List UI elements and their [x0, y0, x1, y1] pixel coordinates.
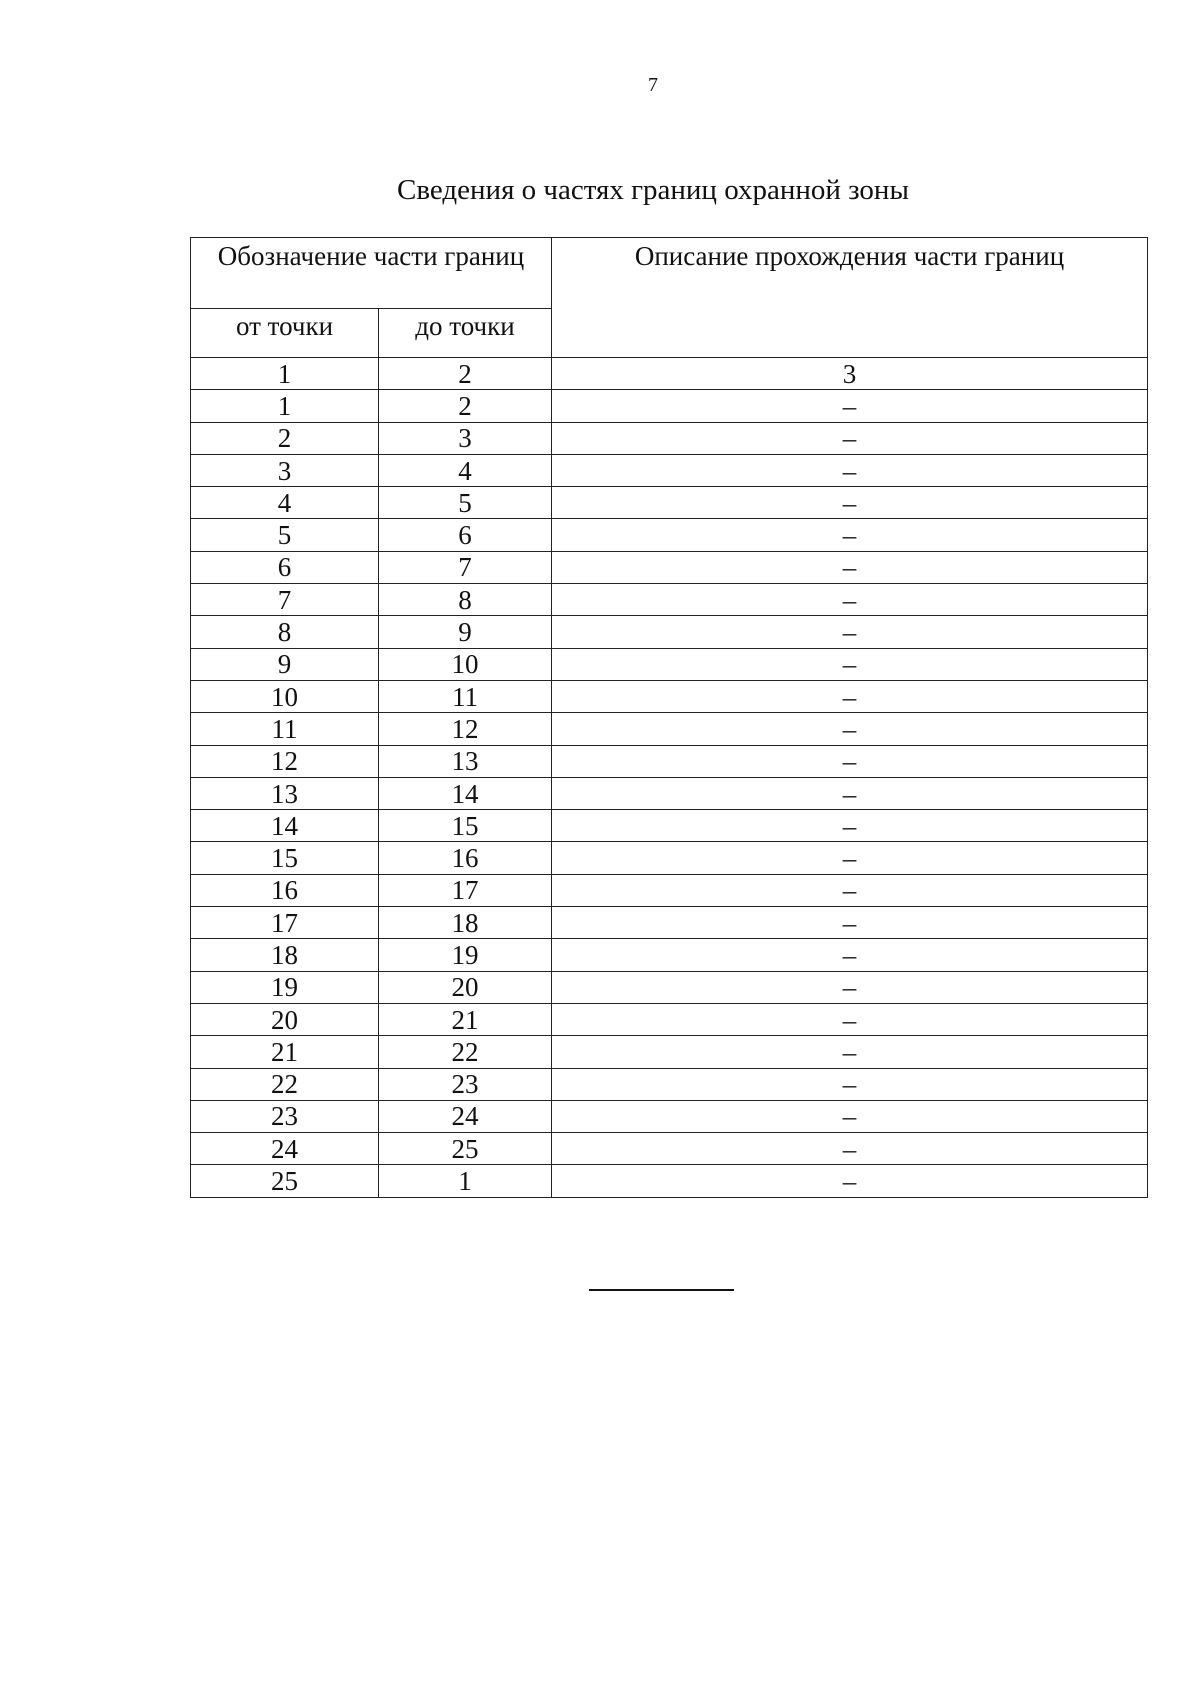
description-cell: –	[552, 648, 1148, 680]
from-point-cell: 3	[191, 454, 379, 486]
table-row	[191, 1036, 1148, 1068]
header-boundary-part-designation: Обозначение части границ	[191, 238, 552, 309]
description-cell: –	[552, 551, 1148, 583]
from-point-cell: 19	[191, 971, 379, 1003]
end-of-document-rule	[589, 1289, 734, 1291]
from-point-cell: 4	[191, 487, 379, 519]
from-point-cell: 23	[191, 1100, 379, 1132]
from-point-cell: 14	[191, 810, 379, 842]
table-row	[191, 454, 1148, 486]
table-row	[191, 810, 1148, 842]
to-point-cell: 21	[379, 1003, 552, 1035]
from-point-cell: 6	[191, 551, 379, 583]
from-point-cell: 20	[191, 1003, 379, 1035]
to-point-cell: 13	[379, 745, 552, 777]
from-point-cell: 21	[191, 1036, 379, 1068]
table-row	[191, 842, 1148, 874]
table-body	[191, 358, 1148, 1198]
to-point-cell: 1	[379, 1165, 552, 1197]
to-point-cell: 19	[379, 939, 552, 971]
table-row	[191, 551, 1148, 583]
from-point-cell: 9	[191, 648, 379, 680]
column-number-2: 2	[379, 358, 552, 390]
to-point-cell: 18	[379, 907, 552, 939]
column-number-row	[191, 358, 1148, 390]
table-row	[191, 616, 1148, 648]
table-header	[191, 238, 1148, 358]
description-cell: –	[552, 422, 1148, 454]
description-cell: –	[552, 874, 1148, 906]
table-row	[191, 1165, 1148, 1197]
table-row	[191, 939, 1148, 971]
to-point-cell: 7	[379, 551, 552, 583]
header-boundary-part-description: Описание прохождения части границ	[552, 238, 1148, 358]
from-point-cell: 24	[191, 1133, 379, 1165]
from-point-cell: 8	[191, 616, 379, 648]
table-row	[191, 1068, 1148, 1100]
from-point-cell: 12	[191, 745, 379, 777]
description-cell: –	[552, 1100, 1148, 1132]
from-point-cell: 5	[191, 519, 379, 551]
table-row	[191, 874, 1148, 906]
description-cell: –	[552, 1068, 1148, 1100]
table-row	[191, 777, 1148, 809]
table-row	[191, 487, 1148, 519]
description-cell: –	[552, 1165, 1148, 1197]
description-cell: –	[552, 1003, 1148, 1035]
to-point-cell: 15	[379, 810, 552, 842]
to-point-cell: 3	[379, 422, 552, 454]
to-point-cell: 17	[379, 874, 552, 906]
table-row	[191, 422, 1148, 454]
description-cell: –	[552, 519, 1148, 551]
to-point-cell: 22	[379, 1036, 552, 1068]
from-point-cell: 17	[191, 907, 379, 939]
description-cell: –	[552, 680, 1148, 712]
to-point-cell: 5	[379, 487, 552, 519]
column-number-3: 3	[552, 358, 1148, 390]
from-point-cell: 13	[191, 777, 379, 809]
description-cell: –	[552, 454, 1148, 486]
to-point-cell: 9	[379, 616, 552, 648]
description-cell: –	[552, 971, 1148, 1003]
to-point-cell: 25	[379, 1133, 552, 1165]
table-row	[191, 1133, 1148, 1165]
description-cell: –	[552, 616, 1148, 648]
to-point-cell: 2	[379, 390, 552, 422]
description-cell: –	[552, 842, 1148, 874]
to-point-cell: 16	[379, 842, 552, 874]
to-point-cell: 24	[379, 1100, 552, 1132]
from-point-cell: 16	[191, 874, 379, 906]
to-point-cell: 8	[379, 584, 552, 616]
header-from-point: от точки	[191, 309, 379, 358]
from-point-cell: 15	[191, 842, 379, 874]
description-cell: –	[552, 1036, 1148, 1068]
table-row	[191, 1100, 1148, 1132]
table-row	[191, 745, 1148, 777]
to-point-cell: 6	[379, 519, 552, 551]
description-cell: –	[552, 390, 1148, 422]
from-point-cell: 11	[191, 713, 379, 745]
table-row	[191, 584, 1148, 616]
to-point-cell: 23	[379, 1068, 552, 1100]
description-cell: –	[552, 907, 1148, 939]
to-point-cell: 14	[379, 777, 552, 809]
to-point-cell: 10	[379, 648, 552, 680]
header-to-point: до точки	[379, 309, 552, 358]
description-cell: –	[552, 584, 1148, 616]
column-number-1: 1	[191, 358, 379, 390]
from-point-cell: 1	[191, 390, 379, 422]
from-point-cell: 18	[191, 939, 379, 971]
description-cell: –	[552, 487, 1148, 519]
to-point-cell: 11	[379, 680, 552, 712]
to-point-cell: 20	[379, 971, 552, 1003]
page-title: Сведения о частях границ охранной зоны	[397, 174, 909, 206]
from-point-cell: 7	[191, 584, 379, 616]
table-row	[191, 390, 1148, 422]
description-cell: –	[552, 745, 1148, 777]
to-point-cell: 4	[379, 454, 552, 486]
table-row	[191, 713, 1148, 745]
from-point-cell: 25	[191, 1165, 379, 1197]
table-row	[191, 1003, 1148, 1035]
from-point-cell: 10	[191, 680, 379, 712]
description-cell: –	[552, 1133, 1148, 1165]
boundary-parts-table	[190, 237, 1148, 1198]
table-row	[191, 680, 1148, 712]
table-row	[191, 971, 1148, 1003]
description-cell: –	[552, 810, 1148, 842]
table-row	[191, 519, 1148, 551]
from-point-cell: 22	[191, 1068, 379, 1100]
description-cell: –	[552, 713, 1148, 745]
table-row	[191, 907, 1148, 939]
from-point-cell: 2	[191, 422, 379, 454]
table-row	[191, 648, 1148, 680]
to-point-cell: 12	[379, 713, 552, 745]
description-cell: –	[552, 777, 1148, 809]
description-cell: –	[552, 939, 1148, 971]
page-number: 7	[648, 74, 658, 96]
